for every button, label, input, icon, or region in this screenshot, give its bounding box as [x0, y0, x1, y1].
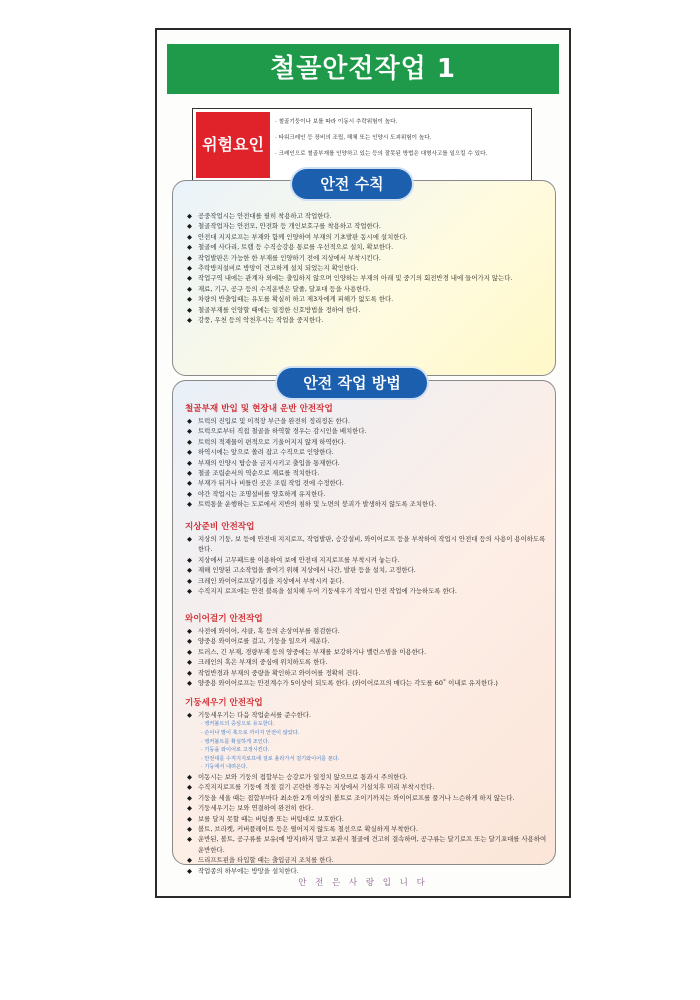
rule-item: ◆ 차량의 반출입때는 유도를 확실히 하고 제3자에게 피해가 없도록 한다.	[185, 294, 545, 304]
sub-steps	[201, 720, 549, 772]
method-item: ◆ 부재의 인양시 탑승을 금지시키고 출입을 통제한다.	[185, 458, 549, 468]
rule-item: ◆ 작업구역 내에는 관계자 외에는 출입하지 않으며 인양하는 부재의 아래 및 중기의 회전반경 내에 들어가지 않는다.	[185, 273, 545, 283]
method-item: ◆ 수직지지로프를 기둥에 적절 걸기 곤란한 경우는 지상에서 기설치후 미리 부착시킨다.	[185, 782, 549, 792]
methods-box	[172, 380, 556, 875]
method-item: ◆ 야간 작업시는 조명설비를 양호하게 유지한다.	[185, 489, 549, 499]
rule-item: ◆ 철골작업자는 안전모, 안전화 등 개인보호구를 착용하고 작업한다.	[185, 221, 545, 231]
method-item: ◆ 사전에 와이어, 샤클, 훅 등의 손상여부를 점검한다.	[185, 626, 549, 636]
sub-step: · 앵커볼트의 중심으로 유도한다.	[201, 720, 549, 729]
rule-item: ◆ 강풍, 우천 등의 악천후시는 작업을 중지한다.	[185, 315, 545, 325]
method-item: ◆ 부재가 뒤거나 비틀린 곳은 조립 작업 전에 수정한다.	[185, 478, 549, 488]
method-item: ◆ 기둥세우기는 다음 작업순서를 준수한다.	[185, 710, 549, 720]
hazard-list	[275, 113, 529, 166]
method-item: ◆ 운반된, 볼트, 공구류를 보유(예 방지)하지 말고 보관시 철골에 견고히 결속하며, 공구류는 달기로프 또는 달기포대를 사용하여 운반한다.	[185, 834, 549, 855]
method-item: ◆ 양중용 와이어로프는 안전계수가 5이상이 되도록 한다. (와이어로프의 매다는 각도를 60˚ 이내로 유지한다.)	[185, 678, 549, 688]
footer-slogan: 안 전 은 사 랑 입 니 다	[298, 878, 428, 888]
method-item: ◆ 재해 인양된 고소작업을 줄이기 위해 지상에서 나간, 발판 등을 설치, 고정한다.	[185, 565, 549, 575]
method-item: ◆ 볼트, 브라켓, 커버플레이트 등은 떨어지지 않도록 철선으로 확실하게 부착한다.	[185, 824, 549, 834]
method-item: ◆ 트럭통을 운행하는 도로에서 지반의 침하 및 노면의 붕괴가 발생하지 않도록 조치한다.	[185, 499, 549, 509]
group-list	[185, 626, 549, 688]
rules-list	[185, 211, 545, 325]
method-item: ◆ 작업종의 하부에는 방망을 설치한다.	[185, 866, 549, 876]
method-item: ◆ 양중용 와이어로를 걸고, 기둥을 일으켜 세운다.	[185, 636, 549, 646]
rule-item: ◆ 공중작업시는 안전대를 필히 착용하고 작업한다.	[185, 211, 545, 221]
method-item: ◆ 트러스, 긴 부재, 경량부재 등의 양중에는 부재를 보강하거나 밸런스빔을 이용한다.	[185, 647, 549, 657]
page-title: 철골안전작업 1	[167, 44, 559, 94]
rule-item: ◆ 철골부재를 인양할 때에는 일정한 신호방법을 정하여 한다.	[185, 305, 545, 315]
sub-step: · 안전대를 수직지지로프에 걸로 올라가서 걸기와이어를 푼다.	[201, 755, 549, 764]
sub-step: · 기둥을 와이어로 고정시킨다.	[201, 746, 549, 755]
sub-step: · 기둥에서 내려온다.	[201, 763, 549, 772]
poster	[155, 28, 571, 898]
method-item: ◆ 작업반경과 부재의 중량을 확인하고 와이어를 정확히 건다.	[185, 668, 549, 678]
group-transport	[185, 403, 549, 510]
group-title: 와이어걸기 안전작업	[185, 614, 263, 624]
method-item: ◆ 기둥세우기는 보와 연결하여 완전히 한다.	[185, 803, 549, 813]
hazard-item: · 철골기둥이나 보를 따라 이동시 추락위험이 높다.	[275, 118, 529, 126]
rules-title: 안전 수칙	[292, 169, 412, 199]
rule-item: ◆ 작업발판은 가능한 한 부재를 인양하기 전에 지상에서 부착시킨다.	[185, 253, 545, 263]
method-item: ◆ 크레인의 훅은 부재의 중심에 위치하도록 한다.	[185, 657, 549, 667]
rule-item: ◆ 안전대 지지로프는 부재와 함께 인양하여 부재의 기초발판 동시에 설치한다.	[185, 232, 545, 242]
rule-item: ◆ 재료, 기구, 공구 등의 수직운반은 달줄, 달포대 등을 사용한다.	[185, 284, 545, 294]
method-item: ◆ 보를 달지 못할 때는 버팀줄 또는 버팀대로 보호한다.	[185, 814, 549, 824]
group-title: 철골부재 반입 및 현장내 운반 안전작업	[185, 404, 333, 414]
hazard-label: 위험요인	[196, 112, 270, 178]
rules-box	[172, 180, 556, 376]
group-list	[185, 710, 549, 720]
method-item: ◆ 드리프트핀을 타입할 때는 출입금지 조치를 한다.	[185, 855, 549, 865]
group-list	[185, 416, 549, 510]
rule-item: ◆ 추락방지설비로 방망이 견고하게 설치 되었는지 확인한다.	[185, 263, 545, 273]
method-item: ◆ 지상의 기둥, 보 등에 안전대 지지로프, 작업발판, 승강설비, 와이어로프 등을 부착하여 작업시 안전대 등의 사용이 용이하도록 한다.	[185, 534, 549, 555]
method-item: ◆ 트럭의 진입로 및 이적장 부근을 완전히 정리정돈 한다.	[185, 416, 549, 426]
sub-step: · 앵커볼트를 확실하게 조인다.	[201, 738, 549, 747]
group-list	[185, 772, 549, 876]
methods-title: 안전 작업 방법	[277, 368, 427, 398]
method-item: ◆ 트럭으로부터 직접 철골을 하역할 경우는 감시인을 배치한다.	[185, 426, 549, 436]
method-item: ◆ 수직지지 로프에는 안전 블록을 설치해 두어 기둥세우기 작업시 안전 작업에 가능하도록 한다.	[185, 586, 549, 596]
method-item: ◆ 지상에서 고무패드를 이용하여 보에 안전대 지지로프를 부착시켜 놓는다.	[185, 555, 549, 565]
method-item: ◆ 기둥을 세울 때는 접합부마다 최소한 2개 이상의 볼트로 조이기까지는 와이어로프를 풀거나 느슨하게 하지 않는다.	[185, 793, 549, 803]
group-list	[185, 534, 549, 596]
group-title: 기둥세우기 안전작업	[185, 698, 263, 708]
method-item: ◆ 이동시는 보와 기둥의 접합부는 승강로가 일정치 않으므로 통과시 주의한다.	[185, 772, 549, 782]
group-title: 지상준비 안전작업	[185, 522, 255, 532]
rule-item: ◆ 철골에 사다리, 트랩 등 수직승강용 통로를 우선적으로 설치, 확보한다.	[185, 242, 545, 252]
method-item: ◆ 트럭의 적재물이 편적으로 기울어지지 않게 하역한다.	[185, 437, 549, 447]
group-wire-hanging	[185, 613, 549, 688]
group-ground-prep	[185, 521, 549, 596]
hazard-item: · 크레인으로 철골부재를 인양하고 있는 등의 잘못된 방법은 대형사고를 일으킬 수 있다.	[275, 150, 529, 158]
method-item: ◆ 철골 조립순서의 역순으로 재료를 적치한다.	[185, 468, 549, 478]
method-item: ◆ 크레인 와이어로프달기집을 지상에서 부착시켜 둔다.	[185, 576, 549, 586]
group-column-erection	[185, 697, 549, 876]
method-item: ◆ 하역시에는 앞으로 쏠려 잡고 수직으로 인양한다.	[185, 447, 549, 457]
sub-step: · 손이나 발이 훅으로 끼이지 안전이 않았다.	[201, 729, 549, 738]
hazard-item: · 타워크레인 등 장비의 조립, 해체 또는 인양시 도괴위험이 높다.	[275, 134, 529, 142]
